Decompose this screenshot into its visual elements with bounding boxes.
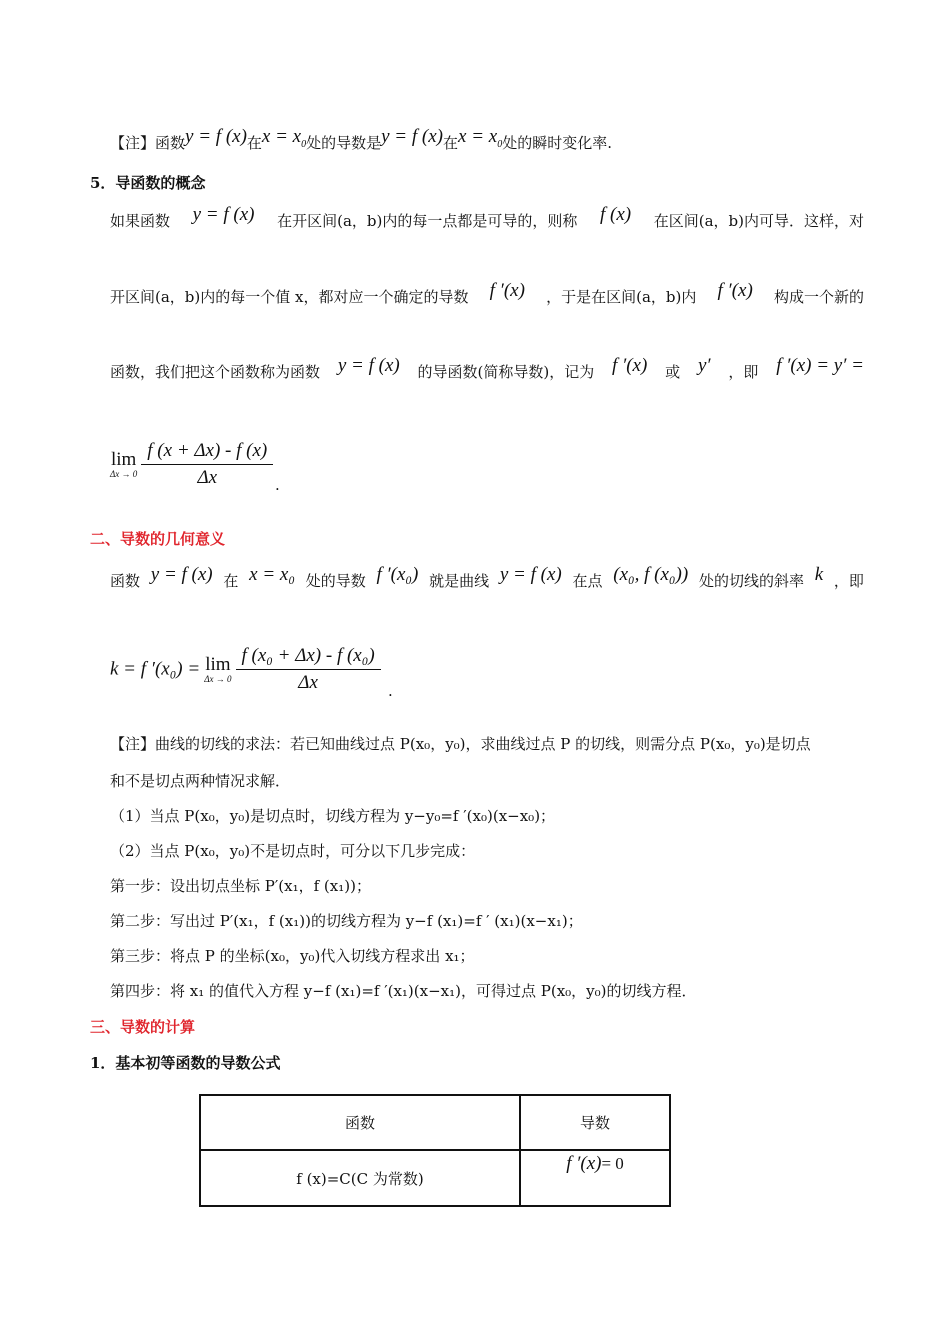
table-cell-function: f (x)=C(C 为常数) xyxy=(200,1150,520,1206)
table-header-row xyxy=(200,1095,670,1150)
note-text: 在 xyxy=(443,134,459,152)
step-4: 第四步：将 x₁ 的值代入方程 y−f (x₁)=f ′(x₁)(x−x₁)，可得过点 P(x₀，y₀)的切线方程． xyxy=(110,982,697,1000)
para-derivative-function-line1 xyxy=(110,204,864,232)
formula-f-prime-x: f ′(x) xyxy=(612,355,648,376)
formula-k: k xyxy=(814,564,824,585)
note-tangent-method-line1: 【注】曲线的切线的求法：若已知曲线过点 P(x₀，y₀)，求曲线过点 P 的切线，则需分点 P(x₀，y₀)是切点 xyxy=(110,735,811,753)
fraction-numerator: f (x₀ + Δx) - f (x₀) xyxy=(236,645,381,670)
text-seg: 在开区间(a，b)内的每一点都是可导的，则称 xyxy=(277,212,578,230)
note-tangent-method-line2: 和不是切点两种情况求解． xyxy=(110,772,291,790)
text-seg: 处的切线的斜率 xyxy=(698,572,804,590)
note-bracket: 【注】 xyxy=(110,134,156,152)
text-seg: 在 xyxy=(223,572,239,590)
slope-limit-formula xyxy=(110,645,381,694)
note-text: 处的瞬时变化率. xyxy=(502,134,612,152)
formula-part: x = x xyxy=(458,126,498,147)
table-header-derivative: 导数 xyxy=(520,1095,670,1150)
text-seg: 或 xyxy=(665,363,681,381)
note-text: 处的导数是 xyxy=(306,134,382,152)
lim-subscript: Δx → 0 xyxy=(204,673,232,684)
fraction-denominator: Δx xyxy=(298,672,318,693)
text-seg: 开区间(a，b)内的每一个值 x，都对应一个确定的导数 xyxy=(110,288,469,306)
formula-f-prime-x: f ′(x) xyxy=(717,280,753,301)
para-derivative-function-line2 xyxy=(110,280,864,308)
difference-quotient xyxy=(236,645,381,694)
formula-y-fx: y = f (x) xyxy=(381,126,443,147)
case-tangent-point: （1）当点 P(x₀，y₀)是切点时，切线方程为 y−y₀=f ′(x₀)(x−x₀)； xyxy=(110,807,556,825)
text-seg: 在区间(a，b)内可导．这样，对 xyxy=(653,212,864,230)
formula-f-prime-x: f ′(x) xyxy=(489,280,525,301)
text-seg: 在点 xyxy=(572,572,603,590)
text-seg: 构成一个新的 xyxy=(773,288,864,306)
step-2: 第二步：写出过 P′(x₁，f (x₁))的切线方程为 y−f (x₁)=f ′ (x₁)(x−x₁)； xyxy=(110,912,583,930)
note-instant-rate xyxy=(110,126,864,162)
formula-f-prime-x0: f ′(x₀) xyxy=(376,564,419,585)
text-seg: ，于是在区间(a，b)内 xyxy=(546,288,697,306)
formula-equals-zero: = 0 xyxy=(601,1154,624,1173)
formula-point-x0-fx0: (x₀, f (x₀)) xyxy=(613,564,689,585)
section-heading-derivative-function: 5．导函数的概念 xyxy=(90,174,206,192)
text-seg: ，即 xyxy=(728,363,759,381)
para-geometric-meaning xyxy=(110,564,864,592)
formula-y-fx: y = f (x) xyxy=(185,126,247,147)
formula-x-x0 xyxy=(261,126,307,150)
slope-lhs: k = f ′(x₀) = xyxy=(110,658,201,680)
text-seg: 如果函数 xyxy=(110,212,171,230)
section-heading-computation: 三、导数的计算 xyxy=(90,1018,196,1036)
table-row xyxy=(200,1150,670,1206)
fraction-numerator: f (x + Δx) - f (x) xyxy=(141,440,273,465)
note-text: 在 xyxy=(246,134,262,152)
step-1: 第一步：设出切点坐标 P′(x₁，f (x₁))； xyxy=(110,877,371,895)
section-heading-geometric-meaning: 二、导数的几何意义 xyxy=(90,530,226,548)
formula-period: . xyxy=(275,476,280,494)
lim-subscript: Δx → 0 xyxy=(110,468,138,479)
table-cell-derivative xyxy=(520,1150,670,1206)
para-derivative-function-line3 xyxy=(110,355,864,383)
formula-x-x0 xyxy=(458,126,503,150)
limit-operator xyxy=(204,653,232,684)
difference-quotient xyxy=(141,440,273,489)
text-seg: ，即 xyxy=(833,572,864,590)
fraction-denominator: Δx xyxy=(197,467,218,488)
formula-period: . xyxy=(388,682,393,700)
formula-f-prime-eq-y-prime: f ′(x) = y′ = xyxy=(776,355,864,376)
lim-word: lim xyxy=(110,448,137,470)
subscript: 0 xyxy=(497,138,503,150)
text-seg: 处的导数 xyxy=(305,572,366,590)
step-3: 第三步：将点 P 的坐标(x₀，y₀)代入切线方程求出 x₁； xyxy=(110,947,475,965)
formula-f-prime-x: f ′(x) xyxy=(566,1153,602,1174)
subscript: 0 xyxy=(301,138,307,150)
limit-definition-formula xyxy=(110,440,273,489)
text-seg: 函数 xyxy=(110,572,141,590)
formula-y-prime: y′ xyxy=(697,355,711,376)
formula-fx: f (x) xyxy=(599,204,632,225)
section-heading-basic-formulas: 1．基本初等函数的导数公式 xyxy=(90,1054,281,1072)
formula-y-fx: y = f (x) xyxy=(192,204,255,225)
formula-x-x0: x = x₀ xyxy=(249,564,295,585)
formula-y-fx: y = f (x) xyxy=(499,564,562,585)
limit-operator xyxy=(110,448,138,479)
case-not-tangent-point: （2）当点 P(x₀，y₀)不是切点时，可分以下几步完成： xyxy=(110,842,476,860)
lim-word: lim xyxy=(205,653,231,675)
formula-part: x = x xyxy=(261,126,302,147)
formula-y-fx: y = f (x) xyxy=(150,564,213,585)
derivative-formula-table xyxy=(199,1094,671,1207)
table-header-function: 函数 xyxy=(200,1095,520,1150)
text-seg: 函数，我们把这个函数称为函数 xyxy=(110,363,321,381)
note-text: 函数 xyxy=(155,134,186,152)
formula-y-fx: y = f (x) xyxy=(337,355,400,376)
text-seg: 的导函数(简称导数)，记为 xyxy=(417,363,595,381)
text-seg: 就是曲线 xyxy=(429,572,490,590)
